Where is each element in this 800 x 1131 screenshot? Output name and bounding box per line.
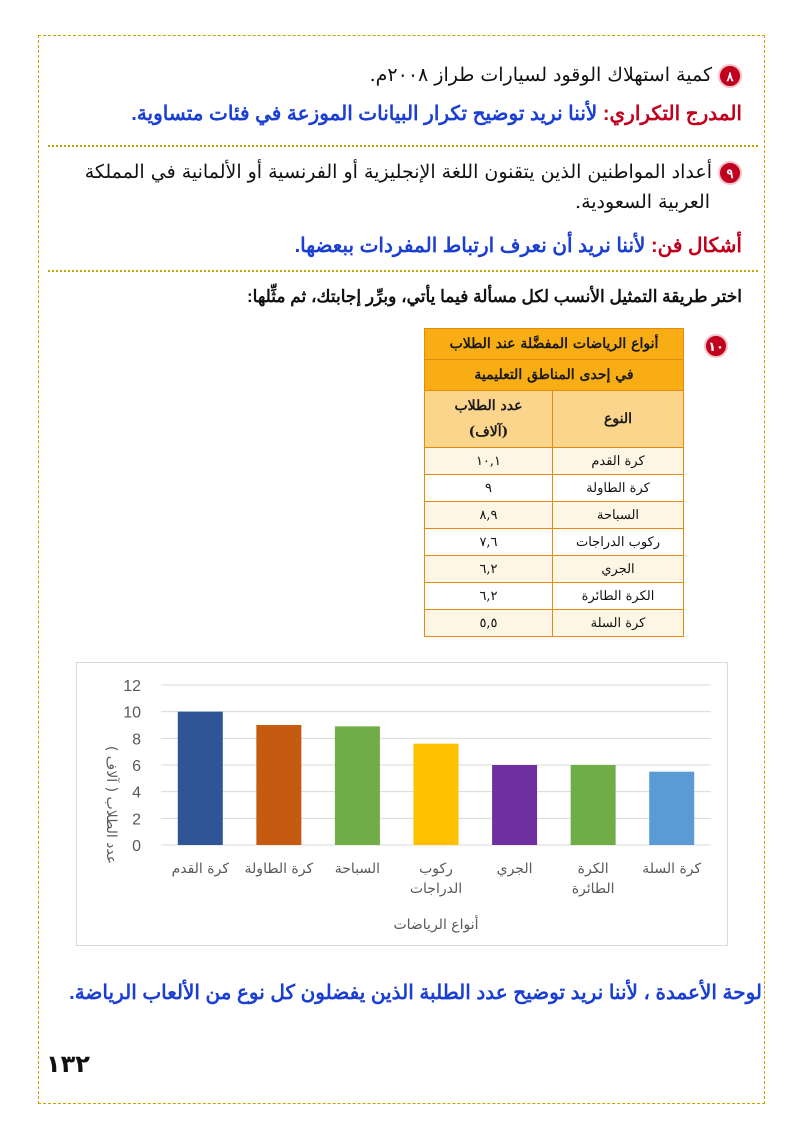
table-cell-type: السباحة (553, 502, 684, 529)
table-cell-type: كرة القدم (553, 448, 684, 475)
x-tick-label: السباحة (334, 861, 381, 877)
y-tick-label: 12 (123, 678, 141, 695)
answer-8-text: لأننا نريد توضيح تكرار البيانات الموزعة في فئات متساوية. (131, 103, 598, 125)
x-tick-label: ركوب الدراجات (409, 861, 463, 897)
table-cell-count: ٩ (425, 475, 553, 502)
bar (492, 765, 537, 845)
x-tick-label: الكرة الطائرة (571, 861, 615, 897)
bar (178, 712, 223, 845)
bar-chart (76, 662, 728, 946)
instruction-text: اختر طريقة التمثيل الأنسب لكل مسألة فيما يأتي، وبرِّر إجابتك، ثم مثِّلها: (246, 287, 742, 306)
y-tick-label: 8 (132, 731, 141, 749)
table-header-type: النوع (553, 391, 684, 448)
bar (256, 725, 301, 845)
table-cell-count: ٦,٢ (425, 583, 553, 610)
x-tick-label: كرة القدم (171, 861, 230, 877)
bar-chart-svg (77, 663, 729, 947)
x-tick-label: كرة الطاولة (244, 861, 314, 877)
table-cell-type: كرة السلة (553, 610, 684, 637)
page-number: ١٣٢ (46, 1050, 90, 1078)
answer-8-key: المدرج التكراري: (602, 103, 742, 125)
table-cell-type: الجري (553, 556, 684, 583)
y-tick-label: 2 (132, 811, 141, 829)
question-9-text-line2: العربية السعودية. (575, 191, 710, 213)
x-tick-label: الجري (496, 861, 533, 877)
sports-table (424, 328, 684, 637)
table-cell-type: الكرة الطائرة (553, 583, 684, 610)
question-10 (704, 334, 728, 358)
table-title-line1: أنواع الرياضات المفضَّلة عند الطلاب (425, 329, 684, 360)
table-cell-count: ٦,٢ (425, 556, 553, 583)
y-tick-label: 0 (132, 838, 141, 855)
question-10-number: ١٠ (704, 334, 728, 358)
question-9 (52, 157, 742, 217)
bar (414, 744, 459, 845)
table-title-line2: في إحدى المناطق التعليمية (425, 360, 684, 391)
bar (335, 726, 380, 845)
table-cell-count: ٨,٩ (425, 502, 553, 529)
answer-9-text: لأننا نريد أن نعرف ارتباط المفردات ببعضها. (294, 235, 646, 257)
answer-9-key: أشكال فن: (651, 235, 742, 257)
y-tick-label: 4 (132, 784, 141, 802)
x-axis-label: أنواع الرياضات (393, 917, 479, 933)
question-9-number: ٩ (718, 161, 742, 185)
answer-9 (295, 233, 742, 258)
table-cell-type: كرة الطاولة (553, 475, 684, 502)
y-tick-label: 10 (123, 704, 141, 722)
answer-8 (131, 101, 742, 126)
question-8 (370, 60, 742, 90)
table-cell-count: ٥,٥ (425, 610, 553, 637)
bar (649, 772, 694, 845)
answer-10-text: لوحة الأعمدة ، لأننا نريد توضيح عدد الطلبة الذين يفضلون كل نوع من الألعاب الرياضة. (69, 982, 762, 1004)
question-8-number: ٨ (718, 64, 742, 88)
separator (48, 270, 758, 272)
table-cell-type: ركوب الدراجات (553, 529, 684, 556)
y-tick-label: 6 (132, 758, 141, 775)
table-header-count-line2: (آلاف) (468, 424, 509, 440)
table-cell-count: ١٠,١ (425, 448, 553, 475)
x-tick-label: كرة السلة (642, 861, 702, 877)
table-header-count-line1: عدد الطلاب (454, 398, 523, 414)
bar (571, 765, 616, 845)
question-8-text: كمية استهلاك الوقود لسيارات طراز ٢٠٠٨م. (369, 64, 712, 86)
table-cell-count: ٧,٦ (425, 529, 553, 556)
y-axis-label: عدد الطلاب ( آلاف ) (103, 745, 119, 865)
separator (48, 145, 758, 147)
question-9-text-line1: أعداد المواطنين الذين يتقنون اللغة الإنجليزية أو الفرنسية أو الألمانية في المملكة (84, 161, 712, 183)
table-header-count (425, 391, 553, 448)
